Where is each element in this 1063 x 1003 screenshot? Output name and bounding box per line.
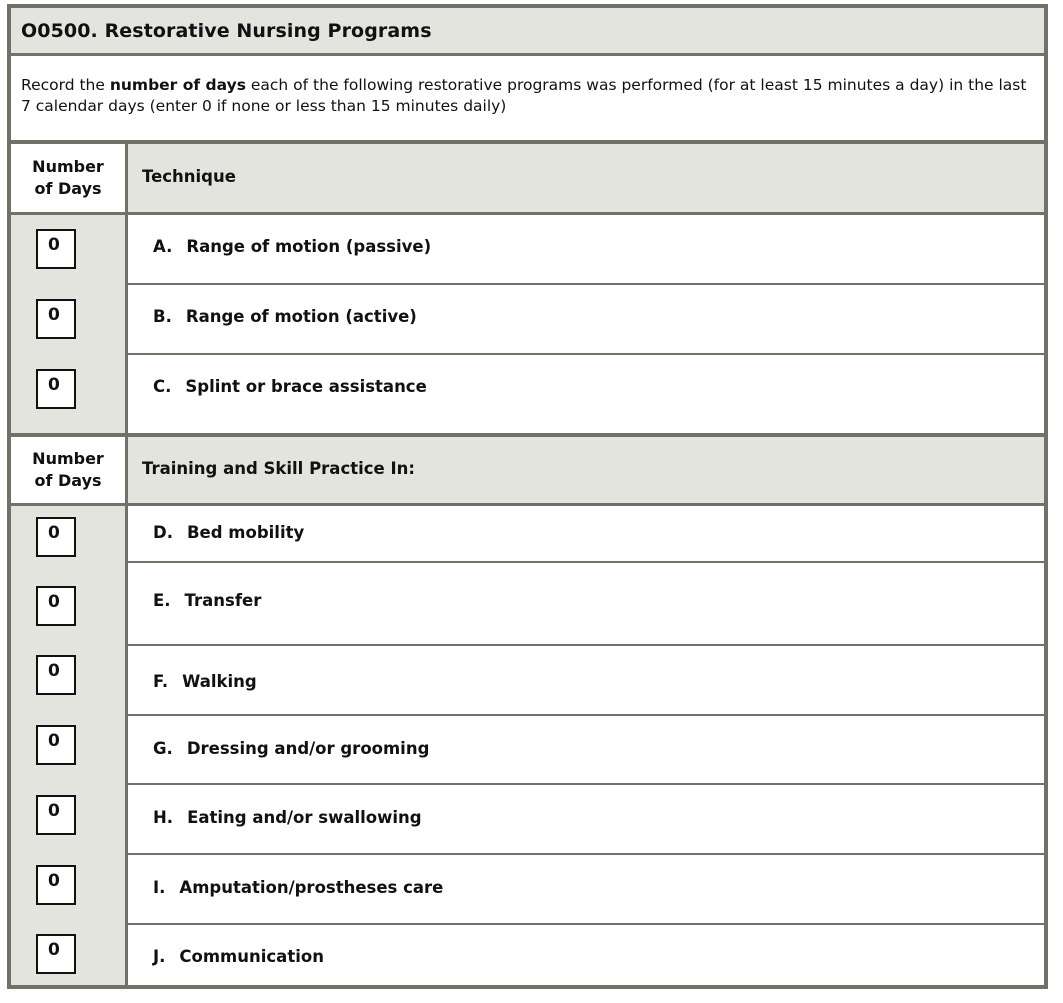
- training-row-d: [128, 506, 1044, 563]
- training-row-h: [128, 785, 1044, 855]
- item-letter: B.: [153, 307, 172, 326]
- days-input-j[interactable]: 0: [36, 934, 76, 974]
- instructions-suffix: each of the following restorative programs was performed (for at least 15 minutes a day) in the last 7 calendar days (enter 0 if none or less than 15 minutes daily): [21, 76, 1027, 115]
- days-input-a[interactable]: 0: [36, 229, 76, 269]
- training-header-label: Training and Skill Practice In:: [142, 459, 415, 478]
- training-days-column: [11, 506, 128, 985]
- item-label: Range of motion (passive): [186, 237, 432, 256]
- item-letter: A.: [153, 237, 173, 256]
- item-label: Communication: [179, 947, 324, 966]
- training-row-j: [128, 925, 1044, 985]
- item-letter: F.: [153, 672, 169, 691]
- training-row-g: [128, 716, 1044, 785]
- training-header: [11, 437, 1044, 506]
- training-row-f: [128, 646, 1044, 716]
- days-input-f[interactable]: 0: [36, 655, 76, 695]
- item-label: Transfer: [184, 591, 262, 610]
- item-letter: E.: [153, 591, 171, 610]
- item-letter: G.: [153, 739, 173, 758]
- days-input-d[interactable]: 0: [36, 517, 76, 557]
- technique-row-b: [128, 285, 1044, 355]
- technique-header-label: Technique: [142, 167, 236, 186]
- instructions-emphasis: number of days: [109, 76, 246, 94]
- technique-days-header: Number of Days: [11, 144, 128, 212]
- item-letter: J.: [153, 947, 166, 966]
- item-label: Bed mobility: [186, 523, 305, 542]
- days-input-e[interactable]: 0: [36, 586, 76, 626]
- item-label: Dressing and/or grooming: [186, 739, 430, 758]
- item-letter: I.: [153, 878, 166, 897]
- technique-days-column: [11, 215, 128, 433]
- item-letter: H.: [153, 808, 174, 827]
- item-label: Splint or brace assistance: [185, 377, 427, 396]
- technique-row-a: [128, 215, 1044, 285]
- days-input-c[interactable]: 0: [36, 369, 76, 409]
- instructions-prefix: Record the: [21, 76, 110, 94]
- item-label: Range of motion (active): [185, 307, 417, 326]
- days-input-b[interactable]: 0: [36, 299, 76, 339]
- training-row-i: [128, 855, 1044, 925]
- training-row-e: [128, 563, 1044, 646]
- item-letter: D.: [153, 523, 173, 542]
- days-input-h[interactable]: 0: [36, 795, 76, 835]
- item-label: Amputation/prostheses care: [179, 878, 444, 897]
- days-input-g[interactable]: 0: [36, 725, 76, 765]
- days-input-i[interactable]: 0: [36, 865, 76, 905]
- item-letter: C.: [153, 377, 172, 396]
- technique-row-c: [128, 355, 1044, 433]
- technique-header: [11, 144, 1044, 215]
- item-label: Eating and/or swallowing: [187, 808, 422, 827]
- item-label: Walking: [182, 672, 257, 691]
- section-title: O0500. Restorative Nursing Programs: [21, 20, 432, 42]
- section-title-bar: [11, 8, 1044, 56]
- restorative-nursing-form: [7, 4, 1048, 989]
- instructions: [11, 56, 1044, 144]
- training-days-header: Number of Days: [11, 437, 128, 503]
